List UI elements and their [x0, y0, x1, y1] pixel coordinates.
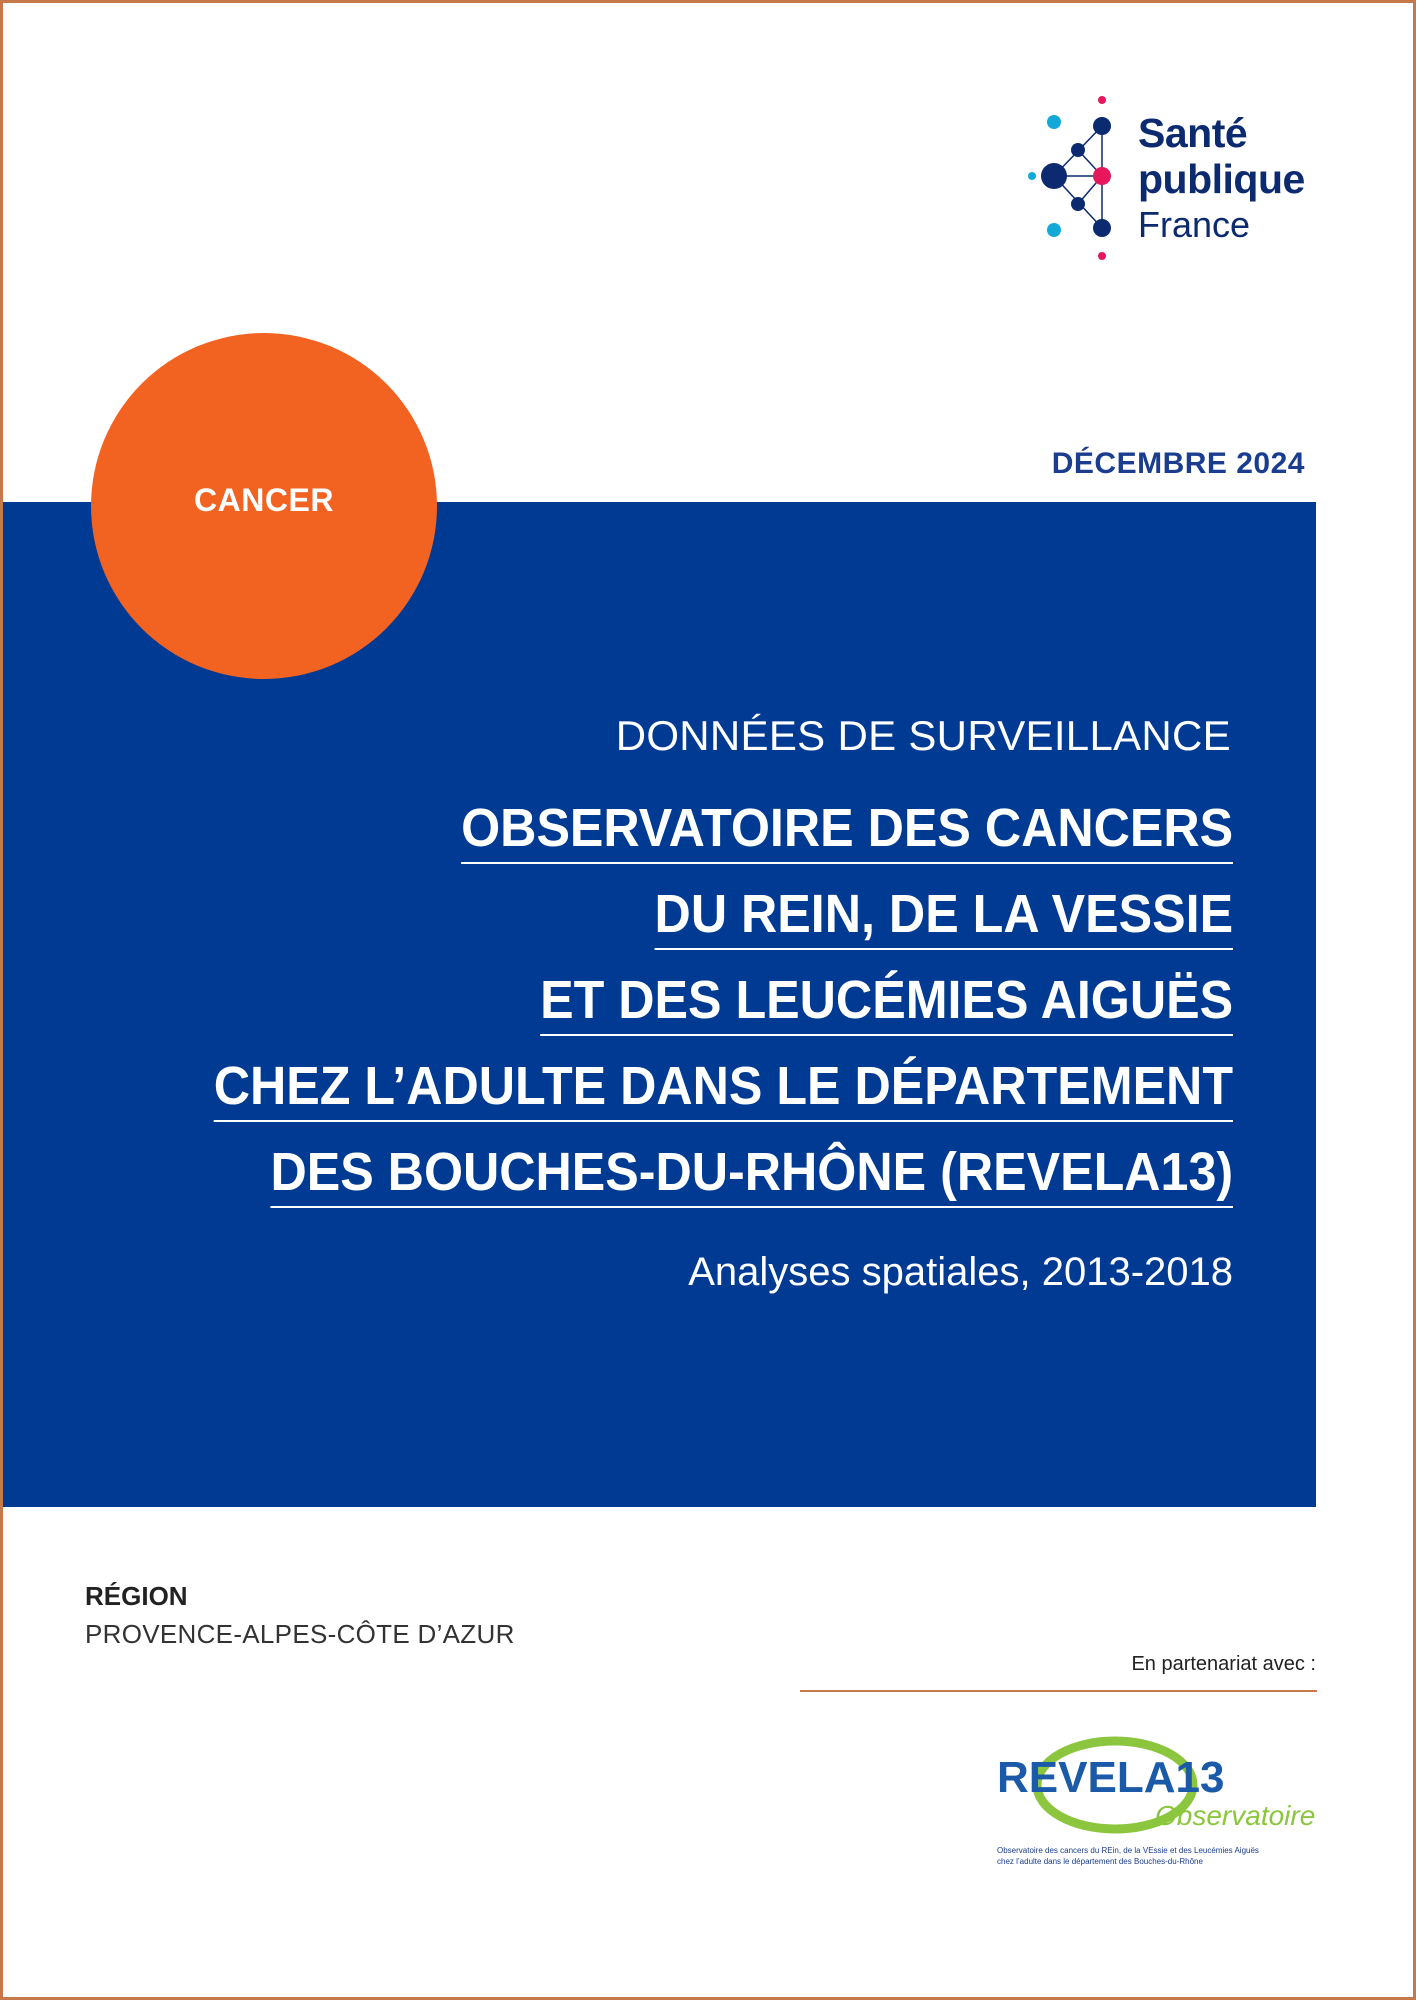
- title-line: DU REIN, DE LA VESSIE: [654, 884, 1233, 950]
- title-line: CHEZ L’ADULTE DANS LE DÉPARTEMENT: [214, 1056, 1233, 1122]
- logo-line-1: Santé: [1138, 110, 1248, 156]
- title-line: ET DES LEUCÉMIES AIGUËS: [540, 970, 1233, 1036]
- publication-date: DÉCEMBRE 2024: [1051, 447, 1305, 480]
- document-kicker: DONNÉES DE SURVEILLANCE: [615, 712, 1231, 759]
- title-line: DES BOUCHES-DU-RHÔNE (REVELA13): [270, 1142, 1233, 1208]
- document-subtitle: Analyses spatiales, 2013-2018: [688, 1250, 1233, 1294]
- region-value: PROVENCE-ALPES-CÔTE D’AZUR: [85, 1619, 515, 1649]
- sante-publique-france-logo: [1018, 92, 1338, 270]
- revela13-wordmark: REVELA13: [997, 1753, 1225, 1802]
- revela13-caption-line: Observatoire des cancers du REin, de la VEssie et des Leucémies Aiguës: [997, 1846, 1259, 1855]
- topic-badge-label: CANCER: [194, 481, 334, 518]
- network-dots-icon: [1018, 92, 1138, 270]
- logo-line-2: publique: [1138, 156, 1305, 202]
- title-line: OBSERVATOIRE DES CANCERS: [461, 798, 1233, 864]
- revela13-subtext: Observatoire: [1155, 1800, 1316, 1831]
- revela13-caption: [997, 1845, 1297, 1867]
- topic-badge: [91, 333, 437, 679]
- region-label: RÉGION: [85, 1581, 188, 1611]
- revela13-logo: [995, 1730, 1316, 1890]
- revela13-logo-graphic: [995, 1730, 1316, 1842]
- partner-divider: [800, 1690, 1317, 1692]
- revela13-caption-line: chez l’adulte dans le département des Bouches-du-Rhône: [997, 1857, 1203, 1866]
- partner-label: En partenariat avec :: [1131, 1653, 1316, 1675]
- logo-line-3: France: [1138, 204, 1251, 245]
- document-title: [137, 798, 1233, 1228]
